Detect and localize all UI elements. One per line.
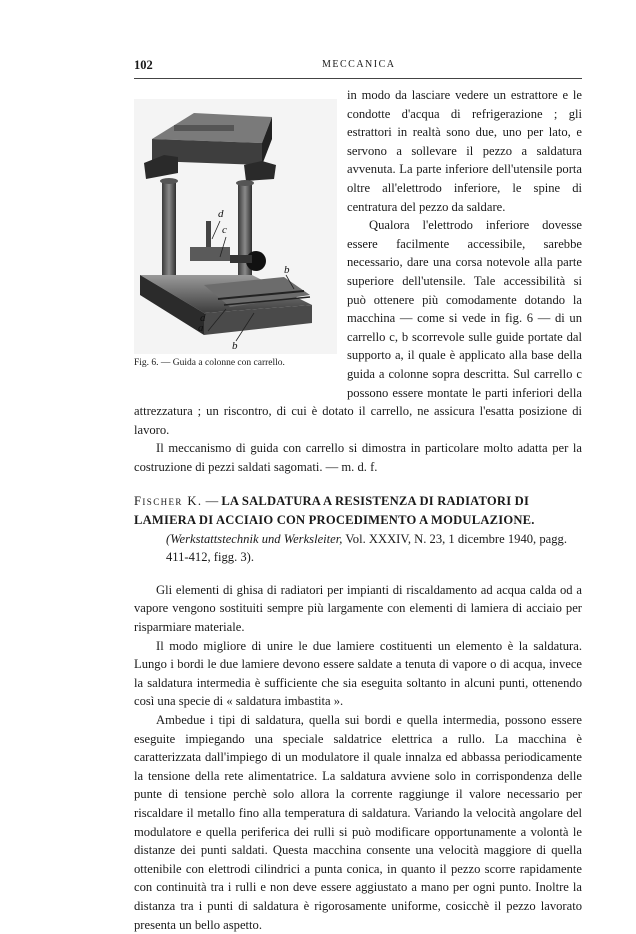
figure-label-b-bottom: b (232, 340, 238, 352)
figure-caption: Fig. 6. — Guida a colonne con carrello. (134, 358, 285, 368)
figure-label-a: a (198, 322, 204, 334)
article2-dash: — (205, 494, 219, 509)
article2-title: LA SALDATURA A RESISTENZA DI RADIATORI DI LAMIERA DI ACCIAIO CON PROCEDIMENTO A MODULAZIONE. (134, 494, 535, 528)
figure-label-d-bottom: d (200, 312, 206, 324)
article2-paragraph-2: Il modo migliore di unire le due lamiere costituenti un elemento è la saldatura. Lungo i bordi le due lamiere devono essere saldate a tenuta di vapore o di acqua, invece la saldatura intermedia è sufficiente che sia eseguita soltanto in alcuni punti, ottenendo così una specie di « saldatura imbastita ». (134, 638, 582, 709)
article2-paragraph-1: Gli elementi di ghisa di radiatori per impianti di riscaldamento ad acqua calda od a vapore vengono sostituiti sempre più largamente con elementi di lamiera di acciaio per risparmiare materiale. (134, 582, 582, 635)
figure-label-c: c (222, 224, 227, 236)
figure-photo (134, 99, 337, 354)
page-header (134, 58, 582, 74)
figure-label-d-top: d (218, 208, 224, 220)
page-body (134, 86, 582, 934)
column-guide-illustration (134, 99, 337, 354)
article1-paragraph-3: Il meccanismo di guida con carrello si dimostra in particolare molto adatta per la costruzione di pezzi saldati sagomati. — m. d. f. (134, 441, 582, 474)
running-title: MECCANICA (322, 59, 396, 70)
page-number: 102 (134, 58, 153, 72)
article2-source-details: Vol. XXXIV, N. 23, 1 dicembre 1940, pagg. 411-412, figg. 3). (166, 531, 567, 565)
header-rule (134, 78, 582, 79)
article2-author: Fischer K. (134, 494, 203, 509)
article2-paragraph-3: Ambedue i tipi di saldatura, quella sui bordi e quella intermedia, possono essere eseguite impiegando una speciale saldatrice elettrica a rullo. La macchina è caratterizzata dall'impiego di un modulatore il quale innalza ed abbassa periodicamente la tensione della rete alimentatrice. La saldatura avviene solo in corrispondenza delle punte di tensione perchè solo allora la corrente raggiunge il valore necessario per riscaldare il metallo fino alla temperatura di saldatura. Variando la velocità angolare del modulatore e quella periferica dei rulli si può modificare opportunamente a volontà le distanze dei punti saldati. Questa macchina consente una velocità maggiore di quella ottenibile con elettrodi cilindrici a punta conica, in quanto il pezzo scorre rapidamente con continuità tra i rulli e non deve essere aggiustato a mano per ogni punto. Inoltre la distanza tra i punti di saldatura è rigorosamente uniforme, cosicchè il pezzo lavorato presenta un bello aspetto. (134, 713, 582, 932)
figure-label-b-right: b (284, 264, 290, 276)
article1-paragraph-1: in modo da lasciare vedere un estrattore e le condotte d'acqua di refrigerazione ; gli estrattori in realtà sono due, uno per lato, e servono a sollevare il pezzo a saldatura avvenuta. La parte inferiore dell'utensile porta oltre all'elettrodo inferiore, le spine di centratura del pezzo da saldare. (347, 88, 582, 214)
article2-source-journal: (Werkstattstechnik und Werksleiter, (166, 531, 343, 546)
figure-6 (134, 86, 337, 381)
article1-paragraph-2: Qualora l'elettrodo inferiore dovesse essere facilmente accessibile, sarebbe necessario, dare una corsa notevole alla parte superiore dell'utensile. Tale accessibilità si può ottenere più comodamente dotando la macchina — come si vede in fig. 6 — di un carrello c, b scorrevole sulle guide portate dal supporto a, il quale è applicato alla base della guida a colonne sopra descritta. Sul carrello c possono essere montate le parti inferiori della attrezzatura ; un riscontro, di cui è dotato il carrello, ne assicura l'esatta posizione di lavoro. (134, 218, 582, 437)
left-column (162, 179, 176, 279)
article2-heading (134, 492, 582, 566)
